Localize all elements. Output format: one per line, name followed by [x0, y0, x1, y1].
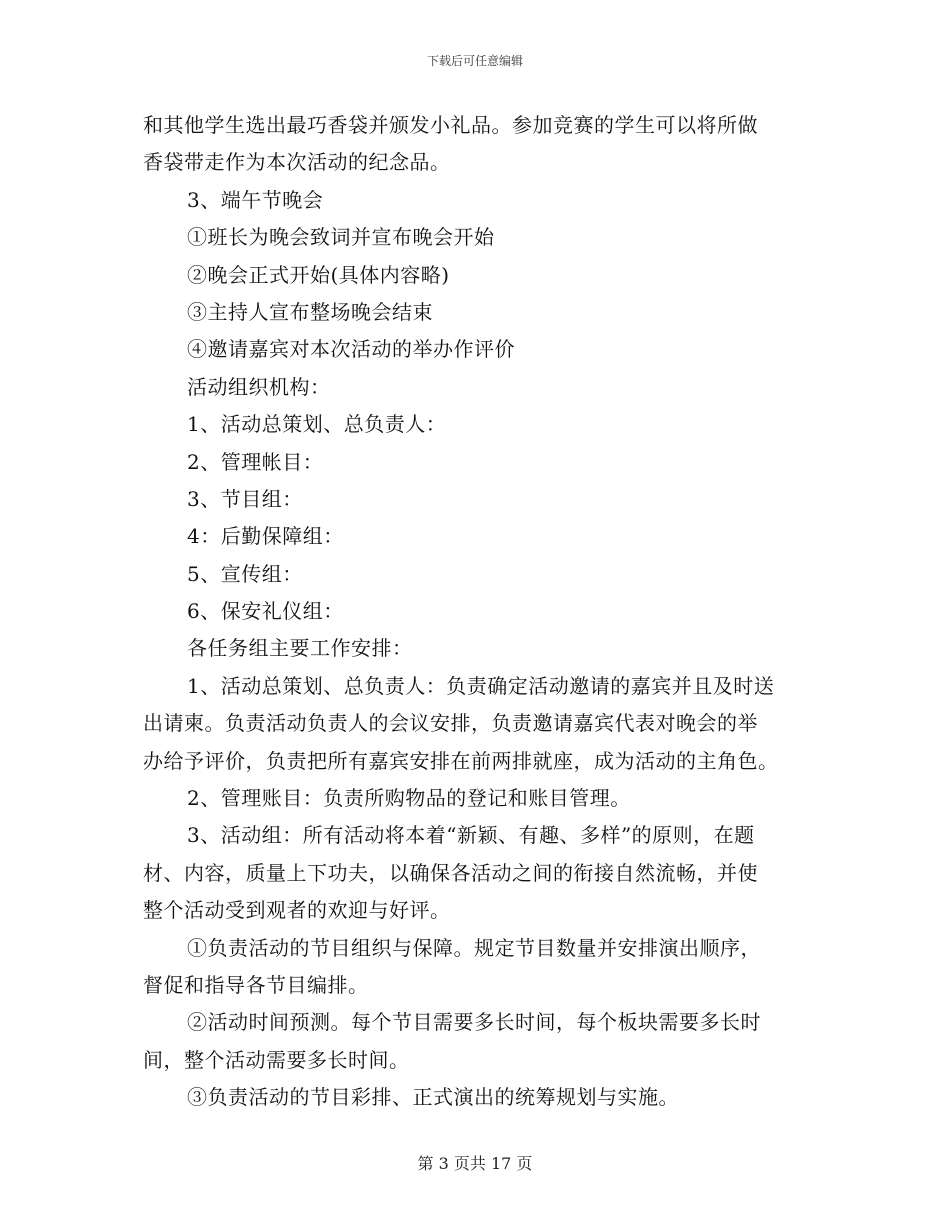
- text-line: 整个活动受到观者的欢迎与好评。: [143, 898, 451, 923]
- text-line: ④邀请嘉宾对本次活动的举办作评价: [187, 337, 515, 362]
- text-line: 材、内容，质量上下功夫，以确保各活动之间的衔接自然流畅，并使: [143, 860, 758, 885]
- text-line: 5、宣传组：: [187, 561, 303, 586]
- text-line: 督促和指导各节目编排。: [143, 972, 369, 997]
- document-body: [143, 107, 813, 1117]
- text-line: ①班长为晚会致词并宣布晚会开始: [187, 225, 495, 250]
- text-line: 办给予评价，负责把所有嘉宾安排在前两排就座，成为活动的主角色。: [143, 748, 779, 773]
- text-line: 1、活动总策划、总负责人：: [187, 412, 447, 437]
- text-line: 各任务组主要工作安排：: [187, 636, 413, 661]
- page-header: 下载后可任意编辑: [426, 54, 523, 68]
- text-line: 3、节目组：: [187, 486, 303, 511]
- text-line: 间，整个活动需要多长时间。: [143, 1047, 410, 1072]
- text-line: ①负责活动的节目组织与保障。规定节目数量并安排演出顺序，: [187, 935, 761, 960]
- page-footer: 第 3 页共 17 页: [417, 1154, 533, 1173]
- text-line: 3、活动组：所有活动将本着“新颖、有趣、多样”的原则，在题: [187, 823, 755, 848]
- text-line: 4：后勤保障组：: [187, 524, 344, 549]
- text-line: 活动组织机构：: [187, 374, 331, 399]
- text-line: 1、活动总策划、总负责人：负责确定活动邀请的嘉宾并且及时送: [187, 673, 775, 698]
- text-line: 香袋带走作为本次活动的纪念品。: [143, 150, 451, 175]
- text-line: 6、保安礼仪组：: [187, 599, 344, 624]
- text-line: 和其他学生选出最巧香袋并颁发小礼品。参加竞赛的学生可以将所做: [143, 113, 758, 137]
- text-line: ③负责活动的节目彩排、正式演出的统筹规划与实施。: [187, 1085, 679, 1110]
- text-line: ②晚会正式开始(具体内容略): [187, 262, 450, 287]
- text-line: ②活动时间预测。每个节目需要多长时间，每个板块需要多长时: [187, 1010, 761, 1035]
- text-line: 2、管理帐目：: [187, 449, 324, 474]
- text-line: 出请柬。负责活动负责人的会议安排，负责邀请嘉宾代表对晚会的举: [143, 711, 758, 736]
- text-line: 2、管理账目：负责所购物品的登记和账目管理。: [187, 786, 631, 811]
- text-line: 3、端午节晚会: [187, 187, 324, 212]
- text-line: ③主持人宣布整场晚会结束: [187, 299, 433, 324]
